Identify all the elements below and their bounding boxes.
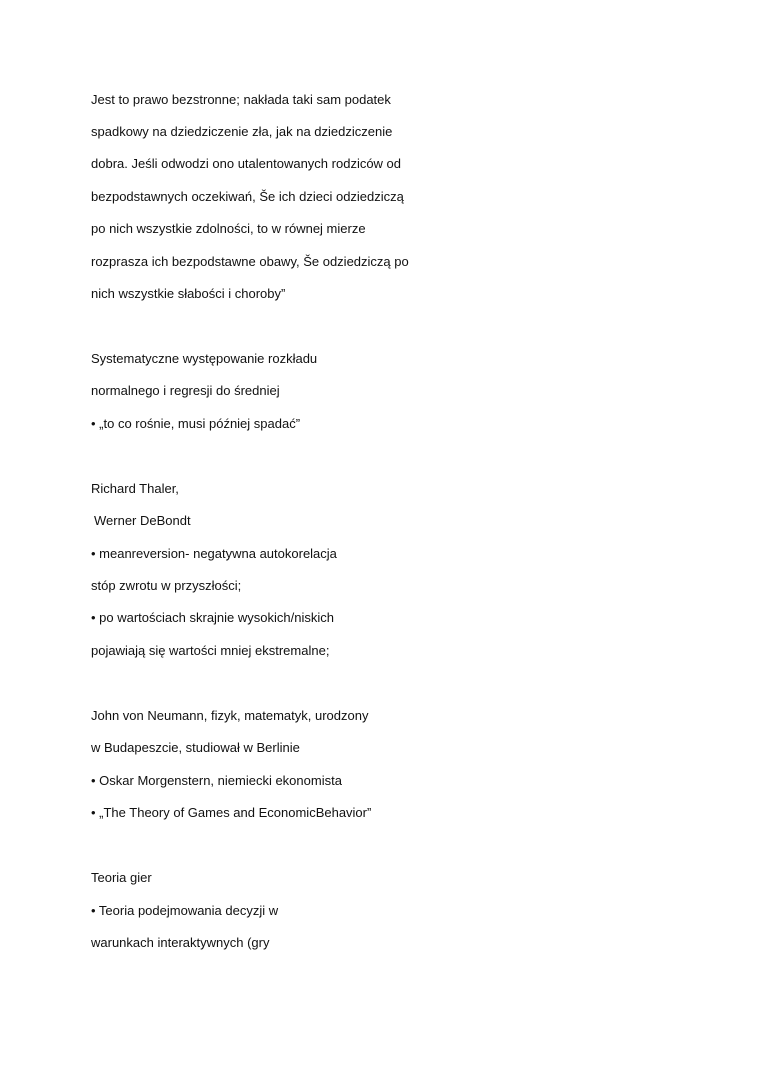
- text-line: rozprasza ich bezpodstawne obawy, Še odziedziczą po: [91, 254, 409, 269]
- text-line: dobra. Jeśli odwodzi ono utalentowanych rodziców od: [91, 156, 402, 171]
- text-line: warunkach interaktywnych (gry: [91, 935, 270, 950]
- text-line: Jest to prawo bezstronne; nakłada taki sam podatek: [91, 92, 391, 107]
- bullet-item: • meanreversion- negatywna autokorelacja: [91, 546, 337, 561]
- bullet-item: • Teoria podejmowania decyzji w: [91, 903, 279, 918]
- bullet-item: • „to co rośnie, musi później spadać”: [91, 416, 301, 431]
- text-line: w Budapeszcie, studiował w Berlinie: [91, 740, 300, 755]
- text-line: Richard Thaler,: [91, 481, 179, 496]
- text-line: Systematyczne występowanie rozkładu: [91, 351, 318, 366]
- text-line: Teoria gier: [91, 870, 152, 885]
- text-line: po nich wszystkie zdolności, to w równej mierze: [91, 221, 366, 236]
- bullet-item: • po wartościach skrajnie wysokich/niskich: [91, 610, 334, 625]
- text-line: nich wszystkie słabości i choroby”: [91, 286, 286, 301]
- bullet-item: • Oskar Morgenstern, niemiecki ekonomista: [91, 773, 342, 788]
- text-line: stóp zwrotu w przyszłości;: [91, 578, 242, 593]
- text-line: bezpodstawnych oczekiwań, Še ich dzieci odziedziczą: [91, 189, 404, 204]
- bullet-item: • „The Theory of Games and EconomicBehavior”: [91, 805, 372, 820]
- text-line: Werner DeBondt: [94, 513, 191, 528]
- text-line: John von Neumann, fizyk, matematyk, urodzony: [91, 708, 369, 723]
- text-line: pojawiają się wartości mniej ekstremalne;: [91, 643, 330, 658]
- text-line: normalnego i regresji do średniej: [91, 383, 280, 398]
- text-line: spadkowy na dziedziczenie zła, jak na dziedziczenie: [91, 124, 393, 139]
